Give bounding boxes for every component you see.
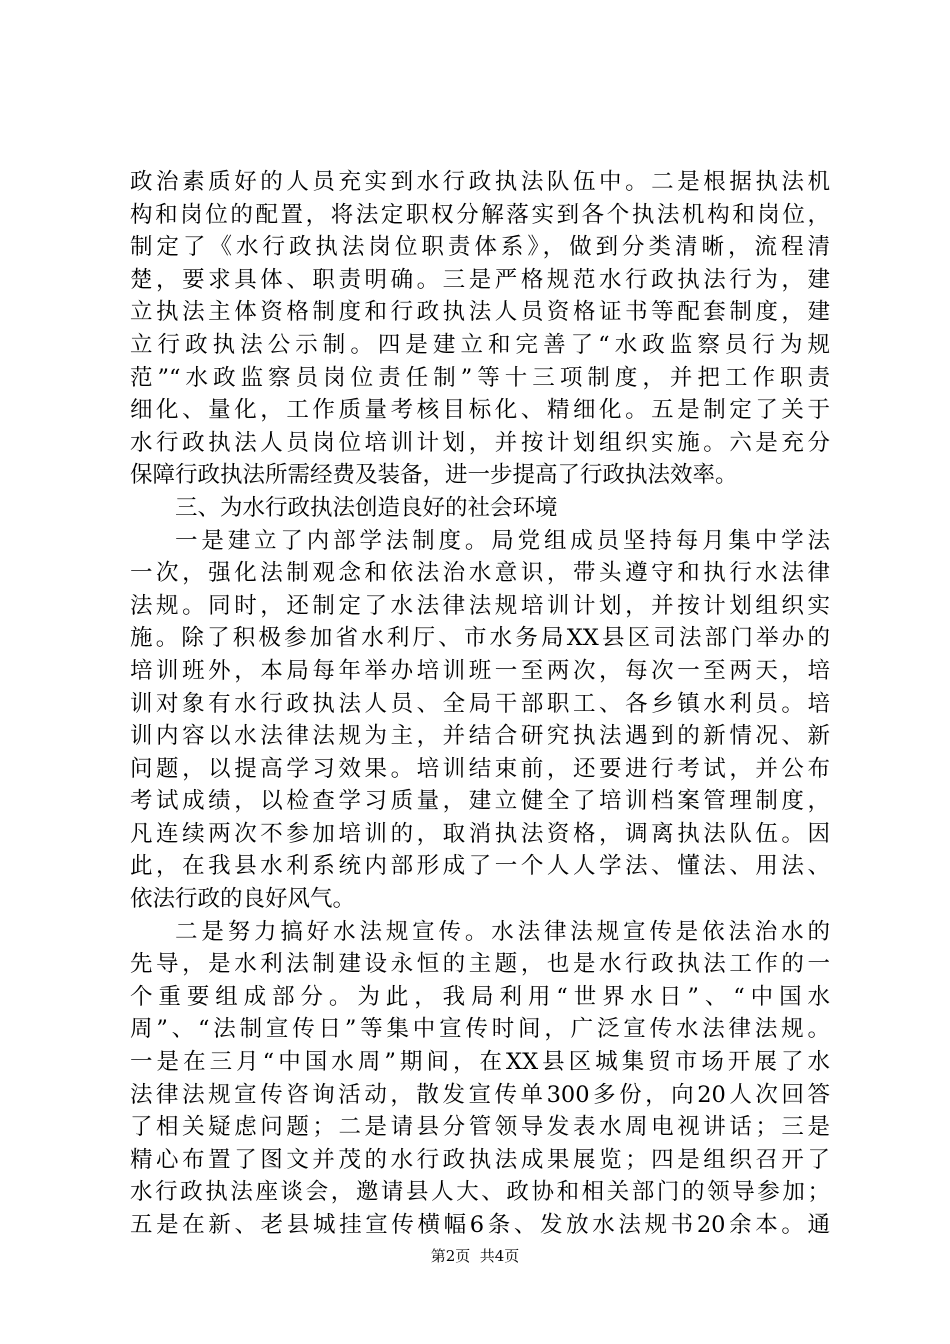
text-line: 法律法规宣传咨询活动，散发宣传单300多份，向20人次回答 — [130, 1081, 830, 1108]
text-line: 政治素质好的人员充实到水行政执法队伍中。二是根据执法机 — [130, 169, 830, 195]
text-line: 五是在新、老县城挂宣传横幅6条、发放水法规书20余本。通 — [130, 1212, 830, 1238]
text-line: 考试成绩，以检查学习质量，建立健全了培训档案管理制度， — [130, 788, 830, 815]
text-line: 二是努力搞好水法规宣传。水法律法规宣传是依法治水的 — [175, 918, 830, 945]
text-line: 凡连续两次不参加培训的，取消执法资格，调离执法队伍。因 — [130, 820, 830, 847]
text-line: 制定了《水行政执法岗位职责体系》，做到分类清晰，流程清 — [130, 234, 830, 261]
text-line: 一是建立了内部学法制度。局党组成员坚持每月集中学法 — [175, 527, 830, 554]
text-line: 楚，要求具体、职责明确。三是严格规范水行政执法行为，建 — [130, 266, 830, 293]
text-line: 一是在三月“中国水周”期间，在XX县区城集贸市场开展了水 — [130, 1049, 830, 1076]
text-line: 细化、量化，工作质量考核目标化、精细化。五是制定了关于 — [130, 397, 830, 424]
text-line: 训内容以水法律法规为主，并结合研究执法遇到的新情况、新 — [130, 723, 830, 750]
text-line: 构和岗位的配置，将法定职权分解落实到各个执法机构和岗位， — [130, 201, 830, 228]
text-line: 问题，以提高学习效果。培训结束前，还要进行考试，并公布 — [130, 755, 830, 782]
text-line: 范”“水政监察员岗位责任制”等十三项制度，并把工作职责 — [130, 364, 830, 391]
text-line: 立行政执法公示制。四是建立和完善了“水政监察员行为规 — [130, 331, 830, 358]
text-line: 周”、“法制宣传日”等集中宣传时间，广泛宣传水法律法规。 — [130, 1016, 830, 1043]
text-line: 水行政执法座谈会，邀请县人大、政协和相关部门的领导参加； — [130, 1179, 830, 1206]
page-footer: 第2页 共4页 — [430, 1247, 520, 1265]
section-heading: 三、为水行政执法创造良好的社会环境 — [175, 494, 558, 521]
body-text — [130, 166, 830, 1242]
text-line: 施。除了积极参加省水利厅、市水务局XX县区司法部门举办的 — [130, 625, 830, 652]
text-line: 精心布置了图文并茂的水行政执法成果展览；四是组织召开了 — [130, 1146, 830, 1173]
text-line: 保障行政执法所需经费及装备，进一步提高了行政执法效率。 — [130, 462, 738, 489]
text-line: 培训班外，本局每年举办培训班一至两次，每次一至两天，培 — [130, 657, 830, 684]
text-line: 个重要组成部分。为此，我局利用“世界水日”、“中国水 — [130, 983, 830, 1010]
text-line: 依法行政的良好风气。 — [130, 886, 356, 913]
text-line: 立执法主体资格制度和行政执法人员资格证书等配套制度，建 — [130, 299, 830, 326]
text-line: 训对象有水行政执法人员、全局干部职工、各乡镇水利员。培 — [130, 690, 830, 717]
text-line: 先导，是水利法制建设永恒的主题，也是水行政执法工作的一 — [130, 951, 830, 978]
text-line: 此，在我县水利系统内部形成了一个人人学法、懂法、用法、 — [130, 853, 830, 880]
text-line: 法规。同时，还制定了水法律法规培训计划，并按计划组织实 — [130, 592, 830, 619]
text-line: 了相关疑虑问题；二是请县分管领导发表水周电视讲话；三是 — [130, 1114, 830, 1141]
text-line: 一次，强化法制观念和依法治水意识，带头遵守和执行水法律 — [130, 560, 830, 587]
text-line: 水行政执法人员岗位培训计划，并按计划组织实施。六是充分 — [130, 429, 830, 456]
